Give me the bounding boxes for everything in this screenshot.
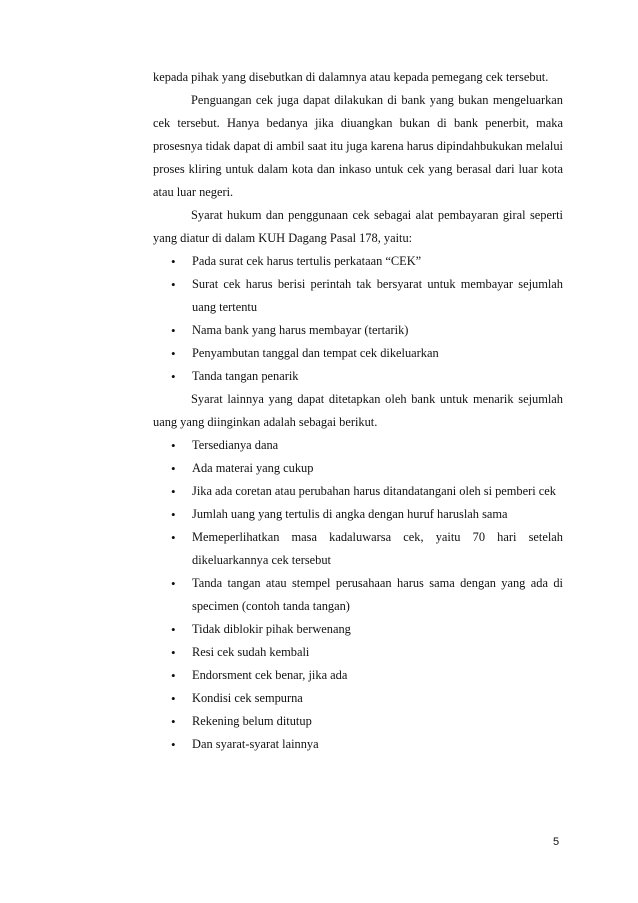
list-item: • Tersedianya dana <box>153 434 563 457</box>
list-item: • Ada materai yang cukup <box>153 457 563 480</box>
list-item: • Nama bank yang harus membayar (tertarik) <box>153 319 563 342</box>
paragraph-syarat-hukum: Syarat hukum dan penggunaan cek sebagai alat pembayaran giral seperti yang diatur di dalam KUH Dagang Pasal 178, yaitu: <box>153 208 563 245</box>
page-number: 5 <box>553 836 560 848</box>
list-item: • Resi cek sudah kembali <box>153 641 563 664</box>
list-item: • Pada surat cek harus tertulis perkataan “CEK” <box>153 250 563 273</box>
list-item: • Penyambutan tanggal dan tempat cek dikeluarkan <box>153 342 563 365</box>
list-item: • Tanda tangan atau stempel perusahaan harus sama dengan yang ada di specimen (contoh tanda tangan) <box>153 572 563 618</box>
paragraph-continuation: kepada pihak yang disebutkan di dalamnya atau kepada pemegang cek tersebut. <box>153 70 549 84</box>
bank-requirements-list <box>153 434 563 756</box>
list-item: • Dan syarat-syarat lainnya <box>153 733 563 756</box>
list-item: • Jumlah uang yang tertulis di angka dengan huruf haruslah sama <box>153 503 563 526</box>
list-item: • Tanda tangan penarik <box>153 365 563 388</box>
list-item: • Surat cek harus berisi perintah tak bersyarat untuk membayar sejumlah uang tertentu <box>153 273 563 319</box>
list-item: • Jika ada coretan atau perubahan harus ditandatangani oleh si pemberi cek <box>153 480 563 503</box>
paragraph-penguangan: Penguangan cek juga dapat dilakukan di bank yang bukan mengeluarkan cek tersebut. Hanya bedanya jika diuangkan bukan di bank penerbit, maka prosesnya tidak dapat di ambil saat itu juga karena harus dipindahbukukan melalui proses kliring untuk dalam kota dan inkaso untuk cek yang berasal dari luar kota atau luar negeri. <box>153 93 563 199</box>
paragraph-syarat-lainnya: Syarat lainnya yang dapat ditetapkan oleh bank untuk menarik sejumlah uang yang diinginkan adalah sebagai berikut. <box>153 392 563 429</box>
list-item: • Kondisi cek sempurna <box>153 687 563 710</box>
list-item: • Endorsment cek benar, jika ada <box>153 664 563 687</box>
list-item: • Memeperlihatkan masa kadaluwarsa cek, yaitu 70 hari setelah dikeluarkannya cek tersebut <box>153 526 563 572</box>
body-text <box>153 66 563 756</box>
list-item: • Rekening belum ditutup <box>153 710 563 733</box>
legal-requirements-list <box>153 250 563 388</box>
list-item: • Tidak diblokir pihak berwenang <box>153 618 563 641</box>
